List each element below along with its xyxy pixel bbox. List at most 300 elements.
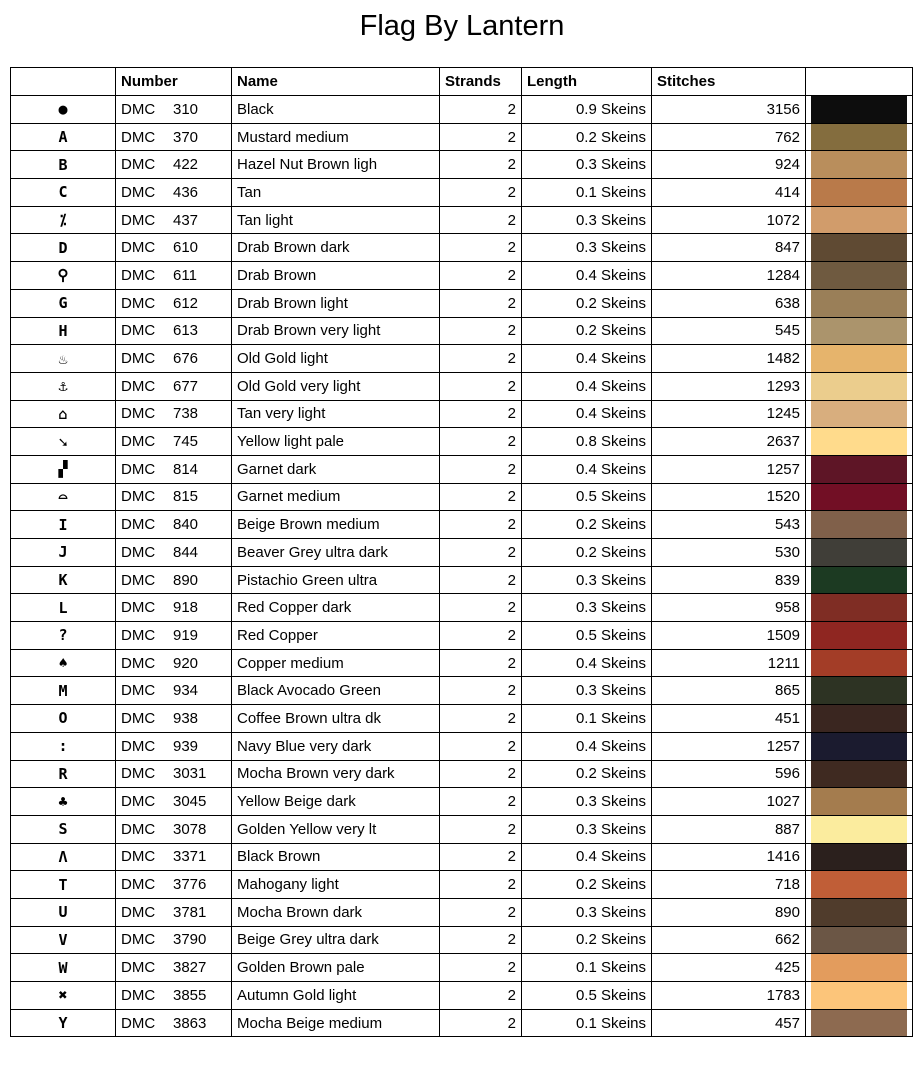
brand-label: DMC xyxy=(121,599,156,617)
number-cell xyxy=(116,1009,232,1037)
brand-label: DMC xyxy=(121,460,156,478)
color-code: 3863 xyxy=(173,1014,207,1032)
number-cell xyxy=(116,123,232,151)
name-cell: Old Gold very light xyxy=(232,372,440,400)
table-row xyxy=(11,760,913,788)
color-swatch xyxy=(811,124,907,151)
length-cell: 0.4 Skeins xyxy=(522,843,652,871)
symbol-cell: R xyxy=(11,760,116,788)
table-row xyxy=(11,1009,913,1037)
color-swatch xyxy=(811,844,907,871)
color-swatch-cell xyxy=(806,594,913,622)
number-cell xyxy=(116,732,232,760)
color-code: 613 xyxy=(173,322,199,340)
number-cell xyxy=(116,400,232,428)
color-swatch xyxy=(811,207,907,234)
symbol-cell: M xyxy=(11,677,116,705)
brand-label: DMC xyxy=(121,765,156,783)
stitches-cell: 596 xyxy=(652,760,806,788)
color-code: 745 xyxy=(173,433,199,451)
name-cell: Garnet dark xyxy=(232,455,440,483)
color-code: 890 xyxy=(173,571,199,589)
stitches-cell: 545 xyxy=(652,317,806,345)
color-swatch xyxy=(811,816,907,843)
brand-label: DMC xyxy=(121,100,156,118)
symbol-cell: ⚓ xyxy=(11,372,116,400)
color-swatch-cell xyxy=(806,483,913,511)
table-row xyxy=(11,206,913,234)
color-swatch-cell xyxy=(806,96,913,124)
color-swatch xyxy=(811,96,907,123)
name-cell: Black Brown xyxy=(232,843,440,871)
brand-label: DMC xyxy=(121,876,156,894)
brand-label: DMC xyxy=(121,903,156,921)
strands-cell: 2 xyxy=(440,455,522,483)
brand-label: DMC xyxy=(121,488,156,506)
name-cell: Red Copper dark xyxy=(232,594,440,622)
color-swatch xyxy=(811,677,907,704)
symbol-cell: T xyxy=(11,871,116,899)
strands-cell: 2 xyxy=(440,262,522,290)
strands-cell: 2 xyxy=(440,372,522,400)
color-swatch-cell xyxy=(806,982,913,1010)
table-row xyxy=(11,123,913,151)
color-swatch xyxy=(811,927,907,954)
thread-legend-table xyxy=(10,67,913,1037)
strands-cell: 2 xyxy=(440,788,522,816)
color-swatch-cell xyxy=(806,760,913,788)
color-swatch-cell xyxy=(806,262,913,290)
strands-cell: 2 xyxy=(440,982,522,1010)
symbol-cell: ⌓ xyxy=(11,483,116,511)
color-swatch xyxy=(811,373,907,400)
color-swatch xyxy=(811,788,907,815)
stitches-cell: 662 xyxy=(652,926,806,954)
stitches-cell: 887 xyxy=(652,815,806,843)
stitches-cell: 1245 xyxy=(652,400,806,428)
color-swatch-cell xyxy=(806,898,913,926)
color-swatch-cell xyxy=(806,428,913,456)
strands-cell: 2 xyxy=(440,511,522,539)
color-code: 738 xyxy=(173,405,199,423)
length-cell: 0.4 Skeins xyxy=(522,372,652,400)
length-cell: 0.4 Skeins xyxy=(522,649,652,677)
strands-cell: 2 xyxy=(440,705,522,733)
symbol-cell: W xyxy=(11,954,116,982)
length-cell: 0.4 Skeins xyxy=(522,455,652,483)
name-cell: Mocha Brown dark xyxy=(232,898,440,926)
color-swatch-cell xyxy=(806,345,913,373)
strands-cell: 2 xyxy=(440,428,522,456)
table-row xyxy=(11,815,913,843)
strands-cell: 2 xyxy=(440,898,522,926)
color-swatch xyxy=(811,290,907,317)
name-cell: Drab Brown light xyxy=(232,289,440,317)
color-swatch xyxy=(811,318,907,345)
name-cell: Garnet medium xyxy=(232,483,440,511)
symbol-cell: ➘ xyxy=(11,428,116,456)
brand-label: DMC xyxy=(121,737,156,755)
color-swatch xyxy=(811,733,907,760)
brand-label: DMC xyxy=(121,516,156,534)
symbol-cell: V xyxy=(11,926,116,954)
table-row xyxy=(11,151,913,179)
strands-cell: 2 xyxy=(440,206,522,234)
stitches-cell: 1257 xyxy=(652,455,806,483)
color-swatch xyxy=(811,761,907,788)
brand-label: DMC xyxy=(121,239,156,257)
brand-label: DMC xyxy=(121,183,156,201)
color-swatch xyxy=(811,456,907,483)
stitches-cell: 543 xyxy=(652,511,806,539)
brand-label: DMC xyxy=(121,709,156,727)
length-cell: 0.3 Skeins xyxy=(522,677,652,705)
length-cell: 0.4 Skeins xyxy=(522,732,652,760)
color-swatch-cell xyxy=(806,400,913,428)
table-row xyxy=(11,926,913,954)
stitches-cell: 451 xyxy=(652,705,806,733)
name-cell: Mocha Beige medium xyxy=(232,1009,440,1037)
color-code: 3045 xyxy=(173,793,207,811)
brand-label: DMC xyxy=(121,350,156,368)
color-swatch xyxy=(811,428,907,455)
stitches-cell: 958 xyxy=(652,594,806,622)
strands-cell: 2 xyxy=(440,179,522,207)
color-swatch xyxy=(811,982,907,1009)
color-code: 676 xyxy=(173,350,199,368)
color-swatch xyxy=(811,871,907,898)
brand-label: DMC xyxy=(121,156,156,174)
symbol-cell: K xyxy=(11,566,116,594)
strands-cell: 2 xyxy=(440,234,522,262)
header-symbol xyxy=(11,68,116,96)
stitches-cell: 1416 xyxy=(652,843,806,871)
number-cell xyxy=(116,151,232,179)
color-code: 422 xyxy=(173,156,199,174)
symbol-cell: B xyxy=(11,151,116,179)
stitches-cell: 847 xyxy=(652,234,806,262)
name-cell: Autumn Gold light xyxy=(232,982,440,1010)
strands-cell: 2 xyxy=(440,732,522,760)
stitches-cell: 1482 xyxy=(652,345,806,373)
table-row xyxy=(11,566,913,594)
symbol-cell: D xyxy=(11,234,116,262)
length-cell: 0.3 Skeins xyxy=(522,815,652,843)
number-cell xyxy=(116,566,232,594)
brand-label: DMC xyxy=(121,377,156,395)
stitches-cell: 890 xyxy=(652,898,806,926)
length-cell: 0.4 Skeins xyxy=(522,345,652,373)
color-swatch-cell xyxy=(806,372,913,400)
strands-cell: 2 xyxy=(440,151,522,179)
table-row xyxy=(11,372,913,400)
length-cell: 0.5 Skeins xyxy=(522,483,652,511)
table-row xyxy=(11,898,913,926)
length-cell: 0.5 Skeins xyxy=(522,622,652,650)
length-cell: 0.2 Skeins xyxy=(522,317,652,345)
stitches-cell: 924 xyxy=(652,151,806,179)
color-swatch xyxy=(811,345,907,372)
color-swatch xyxy=(811,1010,907,1037)
strands-cell: 2 xyxy=(440,815,522,843)
length-cell: 0.2 Skeins xyxy=(522,760,652,788)
length-cell: 0.2 Skeins xyxy=(522,123,652,151)
number-cell xyxy=(116,372,232,400)
color-swatch xyxy=(811,899,907,926)
brand-label: DMC xyxy=(121,820,156,838)
color-swatch-cell xyxy=(806,123,913,151)
stitches-cell: 425 xyxy=(652,954,806,982)
color-swatch-cell xyxy=(806,649,913,677)
color-code: 677 xyxy=(173,377,199,395)
table-row xyxy=(11,539,913,567)
color-swatch-cell xyxy=(806,511,913,539)
brand-label: DMC xyxy=(121,433,156,451)
strands-cell: 2 xyxy=(440,317,522,345)
header-length: Length xyxy=(522,68,652,96)
strands-cell: 2 xyxy=(440,345,522,373)
table-row xyxy=(11,843,913,871)
color-swatch xyxy=(811,511,907,538)
stitches-cell: 1027 xyxy=(652,788,806,816)
color-swatch-cell xyxy=(806,539,913,567)
color-swatch-cell xyxy=(806,317,913,345)
number-cell xyxy=(116,539,232,567)
stitches-cell: 1520 xyxy=(652,483,806,511)
color-swatch xyxy=(811,484,907,511)
number-cell xyxy=(116,898,232,926)
number-cell xyxy=(116,982,232,1010)
brand-label: DMC xyxy=(121,931,156,949)
name-cell: Yellow light pale xyxy=(232,428,440,456)
number-cell xyxy=(116,815,232,843)
strands-cell: 2 xyxy=(440,96,522,124)
length-cell: 0.2 Skeins xyxy=(522,926,652,954)
number-cell xyxy=(116,760,232,788)
name-cell: Navy Blue very dark xyxy=(232,732,440,760)
header-strands: Strands xyxy=(440,68,522,96)
color-code: 918 xyxy=(173,599,199,617)
color-swatch xyxy=(811,622,907,649)
table-row xyxy=(11,871,913,899)
brand-label: DMC xyxy=(121,128,156,146)
color-code: 612 xyxy=(173,294,199,312)
table-row xyxy=(11,954,913,982)
number-cell xyxy=(116,954,232,982)
table-row xyxy=(11,649,913,677)
color-swatch xyxy=(811,234,907,261)
strands-cell: 2 xyxy=(440,1009,522,1037)
color-swatch-cell xyxy=(806,954,913,982)
brand-label: DMC xyxy=(121,793,156,811)
table-row xyxy=(11,705,913,733)
number-cell xyxy=(116,594,232,622)
name-cell: Yellow Beige dark xyxy=(232,788,440,816)
strands-cell: 2 xyxy=(440,871,522,899)
symbol-cell: G xyxy=(11,289,116,317)
name-cell: Pistachio Green ultra xyxy=(232,566,440,594)
brand-label: DMC xyxy=(121,654,156,672)
symbol-cell: C xyxy=(11,179,116,207)
symbol-cell: H xyxy=(11,317,116,345)
length-cell: 0.9 Skeins xyxy=(522,96,652,124)
stitches-cell: 865 xyxy=(652,677,806,705)
strands-cell: 2 xyxy=(440,289,522,317)
name-cell: Black Avocado Green xyxy=(232,677,440,705)
brand-label: DMC xyxy=(121,211,156,229)
name-cell: Black xyxy=(232,96,440,124)
color-code: 310 xyxy=(173,100,199,118)
color-code: 370 xyxy=(173,128,199,146)
brand-label: DMC xyxy=(121,543,156,561)
color-swatch-cell xyxy=(806,788,913,816)
length-cell: 0.4 Skeins xyxy=(522,262,652,290)
color-code: 939 xyxy=(173,737,199,755)
stitches-cell: 1257 xyxy=(652,732,806,760)
table-row xyxy=(11,96,913,124)
header-row xyxy=(11,68,913,96)
number-cell xyxy=(116,96,232,124)
color-swatch-cell xyxy=(806,289,913,317)
strands-cell: 2 xyxy=(440,400,522,428)
header-name: Name xyxy=(232,68,440,96)
symbol-cell: ✖ xyxy=(11,982,116,1010)
strands-cell: 2 xyxy=(440,123,522,151)
number-cell xyxy=(116,843,232,871)
header-color xyxy=(806,68,913,96)
table-row xyxy=(11,982,913,1010)
number-cell xyxy=(116,179,232,207)
number-cell xyxy=(116,677,232,705)
symbol-cell: S xyxy=(11,815,116,843)
table-row xyxy=(11,179,913,207)
number-cell xyxy=(116,345,232,373)
name-cell: Drab Brown dark xyxy=(232,234,440,262)
length-cell: 0.8 Skeins xyxy=(522,428,652,456)
color-swatch xyxy=(811,594,907,621)
name-cell: Beige Grey ultra dark xyxy=(232,926,440,954)
stitches-cell: 839 xyxy=(652,566,806,594)
strands-cell: 2 xyxy=(440,954,522,982)
number-cell xyxy=(116,788,232,816)
color-code: 919 xyxy=(173,626,199,644)
strands-cell: 2 xyxy=(440,926,522,954)
header-stitches: Stitches xyxy=(652,68,806,96)
table-row xyxy=(11,428,913,456)
strands-cell: 2 xyxy=(440,539,522,567)
symbol-cell: J xyxy=(11,539,116,567)
strands-cell: 2 xyxy=(440,622,522,650)
length-cell: 0.2 Skeins xyxy=(522,539,652,567)
number-cell xyxy=(116,317,232,345)
number-cell xyxy=(116,289,232,317)
symbol-cell: U xyxy=(11,898,116,926)
number-cell xyxy=(116,206,232,234)
brand-label: DMC xyxy=(121,266,156,284)
color-code: 611 xyxy=(173,266,197,284)
symbol-cell: ♨ xyxy=(11,345,116,373)
table-row xyxy=(11,788,913,816)
color-code: 437 xyxy=(173,211,199,229)
strands-cell: 2 xyxy=(440,483,522,511)
strands-cell: 2 xyxy=(440,594,522,622)
color-code: 436 xyxy=(173,183,199,201)
color-code: 3031 xyxy=(173,765,207,783)
strands-cell: 2 xyxy=(440,677,522,705)
symbol-cell: ▞ xyxy=(11,455,116,483)
color-swatch-cell xyxy=(806,926,913,954)
brand-label: DMC xyxy=(121,682,156,700)
length-cell: 0.5 Skeins xyxy=(522,982,652,1010)
color-swatch xyxy=(811,179,907,206)
color-swatch-cell xyxy=(806,732,913,760)
length-cell: 0.2 Skeins xyxy=(522,289,652,317)
color-code: 3371 xyxy=(173,848,207,866)
name-cell: Drab Brown xyxy=(232,262,440,290)
color-code: 3827 xyxy=(173,959,207,977)
name-cell: Copper medium xyxy=(232,649,440,677)
color-swatch xyxy=(811,705,907,732)
color-code: 3790 xyxy=(173,931,207,949)
number-cell xyxy=(116,871,232,899)
table-row xyxy=(11,622,913,650)
color-code: 610 xyxy=(173,239,199,257)
color-code: 840 xyxy=(173,516,199,534)
stitches-cell: 1293 xyxy=(652,372,806,400)
number-cell xyxy=(116,926,232,954)
stitches-cell: 1211 xyxy=(652,649,806,677)
color-swatch xyxy=(811,262,907,289)
table-row xyxy=(11,732,913,760)
name-cell: Red Copper xyxy=(232,622,440,650)
stitches-cell: 1072 xyxy=(652,206,806,234)
header-number: Number xyxy=(116,68,232,96)
number-cell xyxy=(116,262,232,290)
length-cell: 0.3 Skeins xyxy=(522,206,652,234)
table-row xyxy=(11,594,913,622)
stitches-cell: 718 xyxy=(652,871,806,899)
name-cell: Tan very light xyxy=(232,400,440,428)
color-swatch-cell xyxy=(806,815,913,843)
length-cell: 0.3 Skeins xyxy=(522,594,652,622)
table-row xyxy=(11,262,913,290)
stitches-cell: 638 xyxy=(652,289,806,317)
color-swatch-cell xyxy=(806,705,913,733)
symbol-cell: ⌂ xyxy=(11,400,116,428)
number-cell xyxy=(116,234,232,262)
length-cell: 0.2 Skeins xyxy=(522,871,652,899)
color-swatch-cell xyxy=(806,566,913,594)
color-swatch xyxy=(811,954,907,981)
brand-label: DMC xyxy=(121,848,156,866)
symbol-cell: Y xyxy=(11,1009,116,1037)
symbol-cell: ♣ xyxy=(11,788,116,816)
page-title: Flag By Lantern xyxy=(359,10,565,42)
name-cell: Mahogany light xyxy=(232,871,440,899)
length-cell: 0.1 Skeins xyxy=(522,1009,652,1037)
length-cell: 0.3 Skeins xyxy=(522,151,652,179)
color-swatch xyxy=(811,650,907,677)
color-code: 3078 xyxy=(173,820,207,838)
table-row xyxy=(11,455,913,483)
stitches-cell: 3156 xyxy=(652,96,806,124)
number-cell xyxy=(116,649,232,677)
brand-label: DMC xyxy=(121,571,156,589)
color-swatch xyxy=(811,539,907,566)
name-cell: Golden Yellow very lt xyxy=(232,815,440,843)
table-row xyxy=(11,234,913,262)
name-cell: Mustard medium xyxy=(232,123,440,151)
